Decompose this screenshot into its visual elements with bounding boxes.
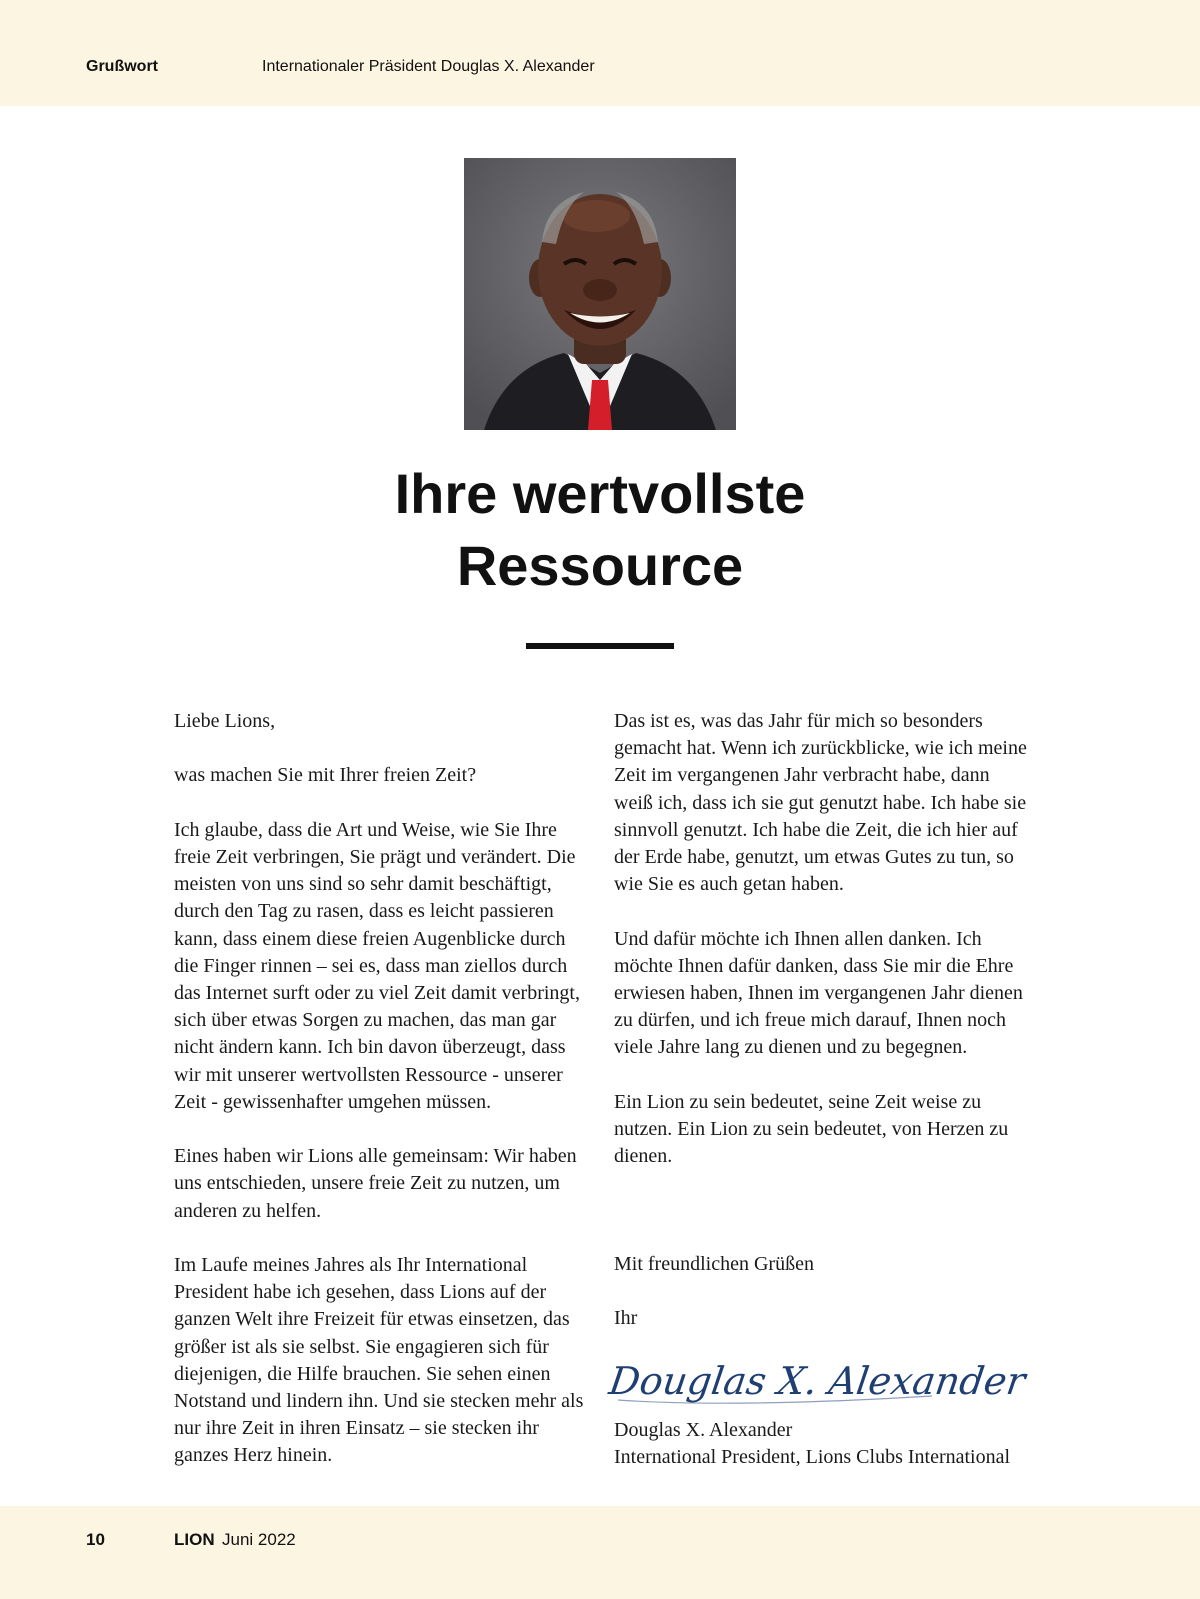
headline-line-1: Ihre wertvollste [394,462,806,525]
article-column-left [174,708,586,1497]
portrait-photo [464,158,736,430]
paragraph: Liebe Lions, [174,710,276,732]
closing-word: Ihr [614,1307,638,1330]
article-column-right [614,708,1032,1198]
header-bar [0,0,1200,106]
paragraph: Ein Lion zu sein bedeutet, seine Zeit weise zu nutzen. Ein Lion zu sein bedeutet, von Herzen zu dienen. [614,1090,1009,1168]
headline-divider [526,643,674,649]
magazine-name: LION [174,1530,215,1549]
issue-date: Juni 2022 [222,1530,296,1549]
paragraph: Und dafür möchte ich Ihnen allen danken. Ich möchte Ihnen dafür danken, dass Sie mir die Ehre erwiesen haben, Ihnen im vergangenen Jahr dienen zu dürfen, und ich freue mich darauf, Ihnen noch viele Jahre lang zu dienen und zu begegnen. [614,927,1023,1059]
signatory-block [614,1417,1054,1471]
paragraph: Das ist es, was das Jahr für mich so besonders gemacht hat. Wenn ich zurückblicke, wie ich meine Zeit im vergangenen Jahr verbracht habe, dann weiß ich, dass ich sie gut genutzt habe. Ich habe sie sinnvoll genutzt. Ich habe die Zeit, die ich hier auf der Erde habe, genutzt, um etwas Gutes zu tun, so wie Sie es auch getan haben. [614,710,1027,896]
signatory-name: Douglas X. Alexander [614,1419,793,1441]
paragraph: was machen Sie mit Ihrer freien Zeit? [174,764,477,787]
letter-closing [614,1251,1044,1360]
headline-line-2: Ressource [456,534,744,597]
page-number: 10 [86,1530,105,1549]
paragraph: Ich glaube, dass die Art und Weise, wie Sie Ihre freie Zeit verbringen, Sie prägt und verändert. Die meisten von uns sind so sehr damit beschäftigt, durch den Tag zu rasen, dass es leicht passieren kann, dass einem diese freien Augenblicke durch die Finger rinnen – sei es, dass man ziellos durch das Internet surft oder zu viel Zeit damit verbringt, sich über etwas Sorgen zu machen, das man gar nicht ändern kann. Ich bin davon überzeugt, dass wir mit unserer wertvollsten Ressource - unserer Zeit - gewissenhafter umgehen müssen. [174,818,580,1113]
closing-greeting: Mit freundlichen Grüßen [614,1253,814,1275]
signature-image [606,1350,1028,1412]
signatory-title: International President, Lions Clubs International [614,1446,1011,1469]
paragraph: Im Laufe meines Jahres als Ihr International President habe ich gesehen, dass Lions auf der ganzen Welt ihre Freizeit für etwas einsetzen, das größer ist als sie selbst. Sie engagieren sich für diejenigen, die Hilfe brauchen. Sie sehen einen Notstand und lindern ihn. Und sie stecken mehr als nur ihre Zeit in ihren Einsatz – sie stecken ihr ganzes Herz hinein. [174,1254,584,1467]
article-headline [300,458,900,602]
footer-bar [0,1506,1200,1599]
handwritten-signature [606,1350,1028,1412]
paragraph: Eines haben wir Lions alle gemeinsam: Wir haben uns entschieden, unsere freie Zeit zu nutzen, um anderen zu helfen. [174,1145,577,1222]
section-label: Grußwort [86,58,158,75]
portrait-illustration [464,158,736,430]
header-subtitle: Internationaler Präsident Douglas X. Alexander [262,58,595,75]
svg-text:Douglas X. Alexander: Douglas X. Alexander [606,1360,1028,1404]
